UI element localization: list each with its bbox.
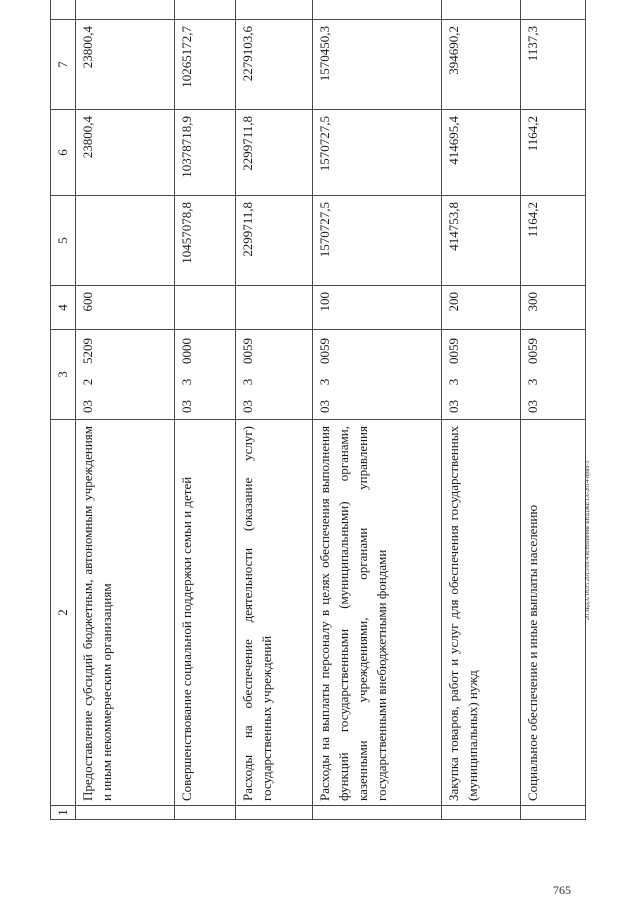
code-section: 03 bbox=[179, 400, 194, 413]
code-program: 2 bbox=[80, 378, 95, 386]
header-row bbox=[51, 0, 76, 820]
row-description: Совершенствование социальной поддержки семьи и детей bbox=[175, 420, 236, 806]
header-cell-1: 1 bbox=[51, 806, 76, 820]
value-col7: 1570450,3 bbox=[313, 20, 442, 110]
percent-cell bbox=[175, 0, 236, 20]
row-description: Закупка товаров, работ и услуг для обеспечения государственных (муниципальных) нужд bbox=[442, 420, 521, 806]
table-row bbox=[521, 0, 586, 820]
value-col7: 2279103,6 bbox=[236, 20, 313, 110]
code-section: 03 bbox=[525, 400, 540, 413]
file-reference-note: 20 ЗБДА/18.05.2015/09.4/исполнение БЮДЖЕТА-2014-прил-5 bbox=[585, 460, 591, 620]
table-row bbox=[76, 0, 175, 820]
code-item: 5209 bbox=[80, 338, 95, 364]
row-number-cell bbox=[521, 806, 586, 820]
percent-cell bbox=[521, 0, 586, 20]
table-row bbox=[442, 0, 521, 820]
code-cell bbox=[442, 330, 521, 420]
code-program: 3 bbox=[317, 378, 332, 386]
code-section: 03 bbox=[240, 400, 255, 413]
value-col6: 2299711,8 bbox=[236, 110, 313, 196]
row-number-cell bbox=[236, 806, 313, 820]
value-col7: 10265172,7 bbox=[175, 20, 236, 110]
code-item: 0059 bbox=[317, 338, 332, 364]
header-cell-2: 2 bbox=[51, 420, 76, 806]
value-col7: 23800,4 bbox=[76, 20, 175, 110]
code-cell bbox=[521, 330, 586, 420]
expense-type-cell bbox=[236, 286, 313, 330]
table-row bbox=[175, 0, 236, 820]
value-col6: 1164,2 bbox=[521, 110, 586, 196]
expense-type-cell: 300 bbox=[521, 286, 586, 330]
value-col5: 1570727,5 bbox=[313, 196, 442, 286]
code-cell bbox=[76, 330, 175, 420]
row-description: Предоставление субсидий бюджетным, автономным учреждениям и иным некоммерческим организациям bbox=[76, 420, 175, 806]
percent-cell bbox=[236, 0, 313, 20]
percent-cell bbox=[76, 0, 175, 20]
code-section: 03 bbox=[446, 400, 461, 413]
row-number-cell bbox=[442, 806, 521, 820]
header-cell-3: 3 bbox=[51, 330, 76, 420]
percent-cell bbox=[313, 0, 442, 20]
value-col5 bbox=[76, 196, 175, 286]
header-cell-7: 7 bbox=[51, 20, 76, 110]
row-description: Социальное обеспечение и иные выплаты населению bbox=[521, 420, 586, 806]
code-section: 03 bbox=[317, 400, 332, 413]
expense-type-cell: 200 bbox=[442, 286, 521, 330]
code-item: 0000 bbox=[179, 338, 194, 364]
row-number-cell bbox=[175, 806, 236, 820]
code-section: 03 bbox=[80, 400, 95, 413]
row-description: Расходы на обеспечение деятельности (оказание услуг) государственных учреждений bbox=[236, 420, 313, 806]
value-col6: 23800,4 bbox=[76, 110, 175, 196]
value-col7: 394690,2 bbox=[442, 20, 521, 110]
value-col7: 1137,3 bbox=[521, 20, 586, 110]
code-program: 3 bbox=[446, 378, 461, 386]
header-cell-6: 6 bbox=[51, 110, 76, 196]
expense-type-cell: 600 bbox=[76, 286, 175, 330]
value-col5: 10457078,8 bbox=[175, 196, 236, 286]
expense-type-cell: 100 bbox=[313, 286, 442, 330]
value-col6: 10378718,9 bbox=[175, 110, 236, 196]
expense-type-cell bbox=[175, 286, 236, 330]
code-program: 3 bbox=[179, 378, 194, 386]
row-description: Расходы на выплаты персоналу в целях обеспечения выполнения функций государственными (муниципальными) органами, казенными учреждениями, органами управления государственными внебюджетными фондами bbox=[313, 420, 442, 806]
percent-cell bbox=[442, 0, 521, 20]
code-item: 0059 bbox=[446, 338, 461, 364]
code-cell bbox=[175, 330, 236, 420]
rotated-table-wrapper bbox=[50, 26, 582, 820]
header-cell-4: 4 bbox=[51, 286, 76, 330]
code-item: 0059 bbox=[525, 338, 540, 364]
table-row bbox=[236, 0, 313, 820]
value-col6: 414695,4 bbox=[442, 110, 521, 196]
budget-table bbox=[50, 0, 586, 820]
code-cell bbox=[236, 330, 313, 420]
table-row bbox=[313, 0, 442, 820]
value-col5: 2299711,8 bbox=[236, 196, 313, 286]
code-program: 3 bbox=[525, 378, 540, 386]
code-program: 3 bbox=[240, 378, 255, 386]
row-number-cell bbox=[76, 806, 175, 820]
code-item: 0059 bbox=[240, 338, 255, 364]
value-col6: 1570727,5 bbox=[313, 110, 442, 196]
value-col5: 414753,8 bbox=[442, 196, 521, 286]
page-number: 765 bbox=[553, 883, 571, 897]
code-cell bbox=[313, 330, 442, 420]
header-cell-5: 5 bbox=[51, 196, 76, 286]
value-col5: 1164,2 bbox=[521, 196, 586, 286]
header-cell-8 bbox=[51, 0, 76, 20]
row-number-cell bbox=[313, 806, 442, 820]
